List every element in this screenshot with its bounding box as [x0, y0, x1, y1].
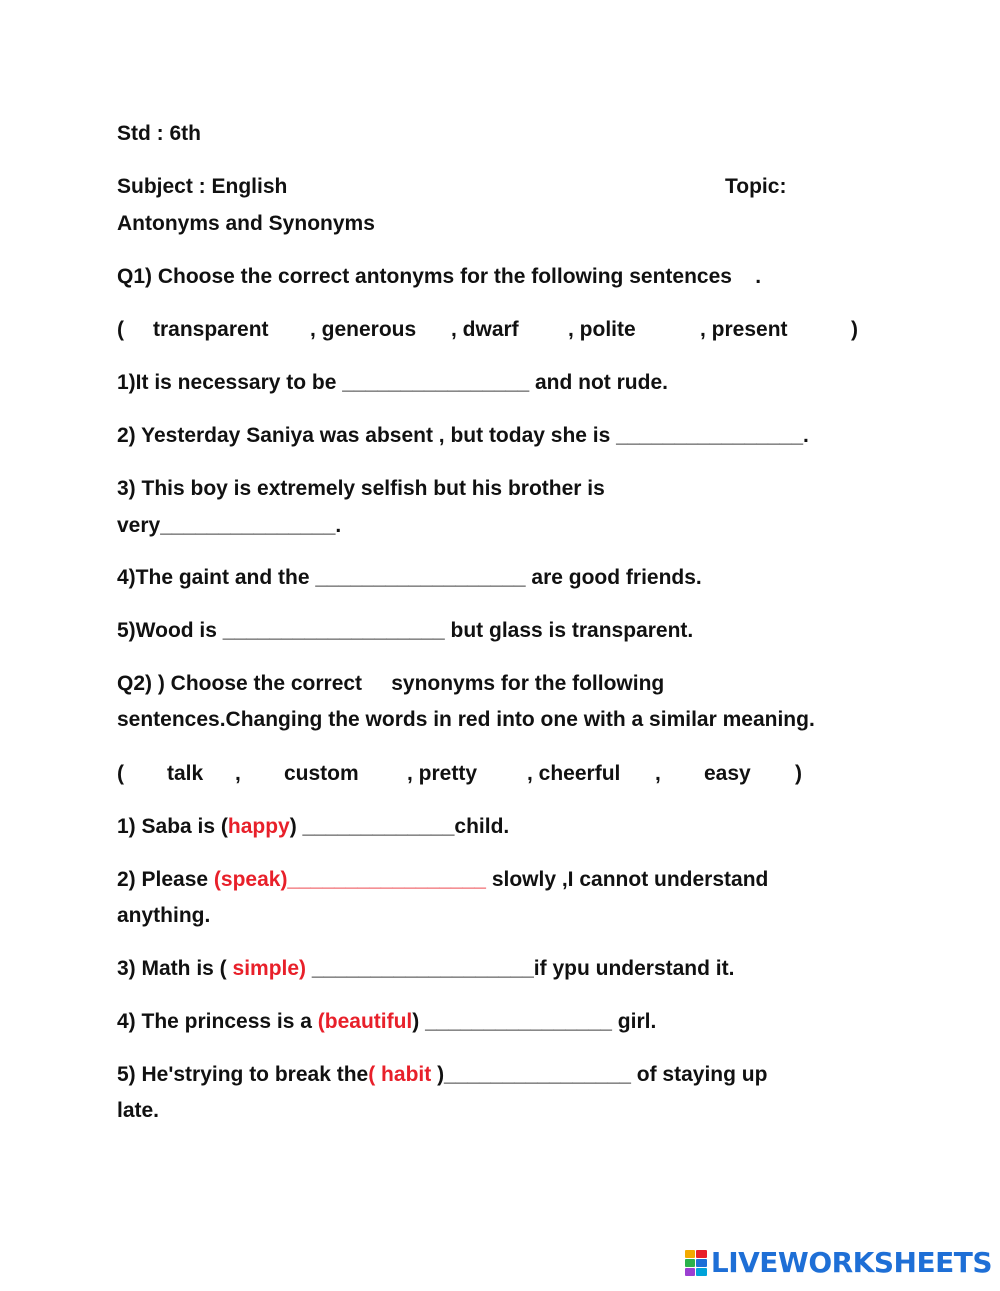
q1-title: Q1) Choose the correct antonyms for the following sentences . [117, 265, 762, 288]
q1-option: , polite [568, 318, 636, 341]
q2-sentence-2 [117, 867, 768, 893]
q1-sentence-3-cont: very_______________. [117, 514, 342, 537]
q2-s5-red-word: ( habit [368, 1063, 432, 1086]
q2-sentence-5 [117, 1062, 767, 1088]
q1-option: , generous [310, 318, 417, 341]
q2-s3-red-word: simple) [232, 957, 307, 980]
q1-sentence-5: 5)Wood is ___________________ but glass is transparent. [117, 619, 694, 642]
q2-sentence-1 [117, 814, 509, 840]
q2-title: Q2) ) Choose the correct synonyms for the following [117, 672, 665, 695]
q2-s3-post: ___________________if ypu understand it. [306, 957, 735, 980]
q2-sentence-3 [117, 956, 734, 982]
q2-option-sep: , [655, 762, 661, 785]
q1-options-open: ( [117, 318, 124, 341]
q2-option: , cheerful [527, 762, 621, 785]
q2-options-close: ) [795, 762, 802, 785]
liveworksheets-logo [685, 1246, 992, 1279]
q1-option: , dwarf [451, 318, 519, 341]
q2-s5-post: )________________ of staying up [431, 1063, 768, 1086]
q2-option: , pretty [407, 762, 478, 785]
q2-s2-red-word: (speak)_________________ [213, 868, 486, 891]
q2-sentence-2-cont: anything. [117, 904, 211, 927]
q2-title-cont: sentences.Changing the words in red into one with a similar meaning. [117, 708, 815, 731]
subject-label: Subject : English [117, 175, 288, 198]
q2-option: easy [704, 762, 751, 785]
q1-option: transparent [153, 318, 269, 341]
brand-name: LIVEWORKSHEETS [710, 1246, 992, 1279]
q2-s1-pre: 1) Saba is ( [117, 815, 228, 838]
q1-option: , present [700, 318, 788, 341]
q2-options-open: ( [117, 762, 124, 785]
q2-s5-pre: 5) He'strying to break the [117, 1063, 369, 1086]
q2-option-sep: , [235, 762, 241, 785]
q2-s4-post: ) ________________ girl. [412, 1010, 657, 1033]
q2-s2-post: slowly ,I cannot understand [485, 868, 769, 891]
q2-s1-post: ) _____________child. [289, 815, 510, 838]
logo-blocks-icon [685, 1250, 707, 1276]
q2-option: custom [284, 762, 359, 785]
q2-sentence-5-cont: late. [117, 1099, 160, 1122]
q2-s4-red-word: (beautiful [317, 1010, 413, 1033]
q2-s4-pre: 4) The princess is a [117, 1010, 318, 1033]
topic-label: Topic: [725, 175, 787, 198]
q2-s3-pre: 3) Math is ( [117, 957, 233, 980]
std-label: Std : 6th [117, 122, 201, 145]
q2-sentence-4 [117, 1009, 656, 1035]
q1-sentence-2: 2) Yesterday Saniya was absent , but today she is ________________. [117, 424, 809, 447]
topic-value: Antonyms and Synonyms [117, 212, 375, 235]
q1-sentence-4: 4)The gaint and the __________________ are good friends. [117, 566, 702, 589]
q1-sentence-1: 1)It is necessary to be ________________ and not rude. [117, 371, 668, 394]
q1-options-close: ) [851, 318, 858, 341]
q2-s1-red-word: happy [227, 815, 290, 838]
q2-option: talk [167, 762, 204, 785]
q1-sentence-3: 3) This boy is extremely selfish but his brother is [117, 477, 605, 500]
q2-s2-pre: 2) Please [117, 868, 214, 891]
